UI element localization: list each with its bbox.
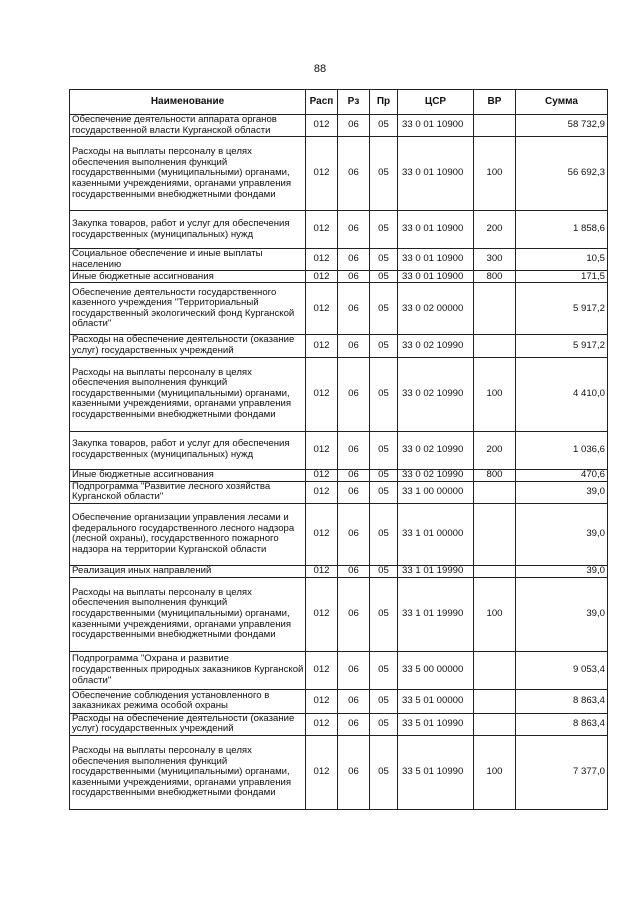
row-rasp-cell: 012 [306, 565, 338, 577]
row-pr-cell: 05 [370, 137, 398, 211]
row-pr-cell: 05 [370, 249, 398, 271]
row-csr-cell: 33 0 01 10900 [398, 211, 474, 249]
col-header-sum: Сумма [516, 90, 608, 115]
row-name-cell: Расходы на обеспечение деятельности (оказание услуг) государственных учреждений [70, 335, 306, 357]
row-rasp-cell: 012 [306, 481, 338, 503]
row-sum-cell: 58 732,9 [516, 115, 608, 137]
row-csr-cell: 33 0 02 10990 [398, 431, 474, 469]
row-pr-cell: 05 [370, 735, 398, 809]
row-rz-cell: 06 [338, 137, 370, 211]
table-row [70, 503, 608, 565]
row-csr-cell: 33 0 02 10990 [398, 357, 474, 431]
row-csr-cell: 33 0 02 00000 [398, 283, 474, 335]
row-pr-cell: 05 [370, 651, 398, 689]
row-rasp-cell: 012 [306, 211, 338, 249]
row-sum-cell: 8 863,4 [516, 713, 608, 735]
row-pr-cell: 05 [370, 431, 398, 469]
row-vr-cell [474, 283, 516, 335]
row-csr-cell: 33 5 01 00000 [398, 689, 474, 713]
row-name-cell: Расходы на выплаты персоналу в целях обеспечения выполнения функций государственными (муниципальными) органами, казенными учреждениями, органами управления государственными внебюджетными фондами [70, 577, 306, 651]
row-rz-cell: 06 [338, 283, 370, 335]
row-sum-cell: 5 917,2 [516, 283, 608, 335]
row-sum-cell: 39,0 [516, 565, 608, 577]
row-sum-cell: 171,5 [516, 271, 608, 283]
row-name-cell: Закупка товаров, работ и услуг для обеспечения государственных (муниципальных) нужд [70, 211, 306, 249]
row-vr-cell [474, 481, 516, 503]
row-csr-cell: 33 5 00 00000 [398, 651, 474, 689]
col-header-pr: Пр [370, 90, 398, 115]
row-vr-cell: 300 [474, 249, 516, 271]
row-csr-cell: 33 0 01 10900 [398, 137, 474, 211]
page-number: 88 [313, 63, 327, 75]
table-row [70, 249, 608, 271]
row-name-cell: Расходы на выплаты персоналу в целях обеспечения выполнения функций государственными (муниципальными) органами, казенными учреждениями, органами управления государственными внебюджетными фондами [70, 735, 306, 809]
row-vr-cell [474, 503, 516, 565]
row-csr-cell: 33 5 01 10990 [398, 735, 474, 809]
row-csr-cell: 33 1 01 19990 [398, 565, 474, 577]
row-csr-cell: 33 1 01 19990 [398, 577, 474, 651]
col-header-rz: Рз [338, 90, 370, 115]
row-vr-cell [474, 651, 516, 689]
row-rz-cell: 06 [338, 211, 370, 249]
row-name-cell: Обеспечение соблюдения установленного в заказниках режима особой охраны [70, 689, 306, 713]
row-sum-cell: 4 410,0 [516, 357, 608, 431]
row-vr-cell: 100 [474, 137, 516, 211]
row-sum-cell: 39,0 [516, 577, 608, 651]
table-row [70, 211, 608, 249]
row-rz-cell: 06 [338, 713, 370, 735]
row-vr-cell: 800 [474, 271, 516, 283]
row-sum-cell: 56 692,3 [516, 137, 608, 211]
table-row [70, 431, 608, 469]
row-rz-cell: 06 [338, 115, 370, 137]
row-sum-cell: 7 377,0 [516, 735, 608, 809]
row-name-cell: Закупка товаров, работ и услуг для обеспечения государственных (муниципальных) нужд [70, 431, 306, 469]
row-vr-cell [474, 335, 516, 357]
row-name-cell: Социальное обеспечение и иные выплаты населению [70, 249, 306, 271]
row-sum-cell: 39,0 [516, 503, 608, 565]
row-pr-cell: 05 [370, 115, 398, 137]
row-csr-cell: 33 0 01 10900 [398, 249, 474, 271]
row-name-cell: Расходы на обеспечение деятельности (оказание услуг) государственных учреждений [70, 713, 306, 735]
row-name-cell: Обеспечение организации управления лесами и федерального государственного лесного надзора (лесной охраны), государственного пожарного надзора на территории Курганской области [70, 503, 306, 565]
row-csr-cell: 33 1 00 00000 [398, 481, 474, 503]
budget-table [69, 89, 608, 810]
row-rasp-cell: 012 [306, 271, 338, 283]
row-pr-cell: 05 [370, 469, 398, 481]
row-pr-cell: 05 [370, 503, 398, 565]
row-sum-cell: 1 858,6 [516, 211, 608, 249]
row-vr-cell: 100 [474, 357, 516, 431]
row-rasp-cell: 012 [306, 335, 338, 357]
row-pr-cell: 05 [370, 565, 398, 577]
row-name-cell: Иные бюджетные ассигнования [70, 271, 306, 283]
row-sum-cell: 39,0 [516, 481, 608, 503]
row-pr-cell: 05 [370, 283, 398, 335]
table-row [70, 283, 608, 335]
table-row [70, 469, 608, 481]
row-name-cell: Обеспечение деятельности государственного казенного учреждения "Территориальный государственный экологический фонд Курганской области" [70, 283, 306, 335]
row-csr-cell: 33 5 01 10990 [398, 713, 474, 735]
row-pr-cell: 05 [370, 335, 398, 357]
row-rasp-cell: 012 [306, 651, 338, 689]
row-rz-cell: 06 [338, 249, 370, 271]
row-sum-cell: 8 863,4 [516, 689, 608, 713]
row-rasp-cell: 012 [306, 115, 338, 137]
row-pr-cell: 05 [370, 357, 398, 431]
row-sum-cell: 5 917,2 [516, 335, 608, 357]
row-name-cell: Реализация иных направлений [70, 565, 306, 577]
table-row [70, 651, 608, 689]
table-row [70, 271, 608, 283]
table-row [70, 713, 608, 735]
row-rasp-cell: 012 [306, 283, 338, 335]
row-rasp-cell: 012 [306, 503, 338, 565]
row-vr-cell: 100 [474, 735, 516, 809]
row-csr-cell: 33 0 02 10990 [398, 335, 474, 357]
row-rz-cell: 06 [338, 503, 370, 565]
table-row [70, 335, 608, 357]
table-row [70, 735, 608, 809]
row-name-cell: Расходы на выплаты персоналу в целях обеспечения выполнения функций государственными (муниципальными) органами, казенными учреждениями, органами управления государственными внебюджетными фондами [70, 137, 306, 211]
row-rasp-cell: 012 [306, 735, 338, 809]
row-rz-cell: 06 [338, 689, 370, 713]
row-vr-cell: 200 [474, 431, 516, 469]
row-name-cell: Подпрограмма "Охрана и развитие государственных природных заказников Курганской области" [70, 651, 306, 689]
row-rasp-cell: 012 [306, 249, 338, 271]
row-rz-cell: 06 [338, 271, 370, 283]
row-rasp-cell: 012 [306, 431, 338, 469]
row-sum-cell: 10,5 [516, 249, 608, 271]
row-sum-cell: 9 053,4 [516, 651, 608, 689]
row-csr-cell: 33 0 01 10900 [398, 115, 474, 137]
row-pr-cell: 05 [370, 689, 398, 713]
table-row [70, 137, 608, 211]
row-rasp-cell: 012 [306, 689, 338, 713]
row-rz-cell: 06 [338, 481, 370, 503]
table-row [70, 115, 608, 137]
row-name-cell: Обеспечение деятельности аппарата органов государственной власти Курганской области [70, 115, 306, 137]
table-row [70, 689, 608, 713]
row-vr-cell [474, 115, 516, 137]
row-sum-cell: 470,6 [516, 469, 608, 481]
row-pr-cell: 05 [370, 713, 398, 735]
col-header-vr: ВР [474, 90, 516, 115]
table-row [70, 481, 608, 503]
row-rasp-cell: 012 [306, 577, 338, 651]
row-vr-cell [474, 689, 516, 713]
row-vr-cell [474, 565, 516, 577]
row-rasp-cell: 012 [306, 469, 338, 481]
row-rasp-cell: 012 [306, 137, 338, 211]
row-rz-cell: 06 [338, 651, 370, 689]
row-rz-cell: 06 [338, 431, 370, 469]
row-rz-cell: 06 [338, 469, 370, 481]
table-row [70, 357, 608, 431]
row-csr-cell: 33 0 01 10900 [398, 271, 474, 283]
row-rz-cell: 06 [338, 565, 370, 577]
col-header-csr: ЦСР [398, 90, 474, 115]
row-pr-cell: 05 [370, 577, 398, 651]
header-row [70, 90, 608, 115]
row-rz-cell: 06 [338, 735, 370, 809]
row-sum-cell: 1 036,6 [516, 431, 608, 469]
row-name-cell: Подпрограмма "Развитие лесного хозяйства Курганской области" [70, 481, 306, 503]
row-rasp-cell: 012 [306, 357, 338, 431]
table-row [70, 565, 608, 577]
row-name-cell: Расходы на выплаты персоналу в целях обеспечения выполнения функций государственными (муниципальными) органами, казенными учреждениями, органами управления государственными внебюджетными фондами [70, 357, 306, 431]
row-pr-cell: 05 [370, 211, 398, 249]
row-pr-cell: 05 [370, 271, 398, 283]
row-vr-cell: 100 [474, 577, 516, 651]
row-csr-cell: 33 1 01 00000 [398, 503, 474, 565]
row-vr-cell: 800 [474, 469, 516, 481]
row-pr-cell: 05 [370, 481, 398, 503]
table-row [70, 577, 608, 651]
row-rz-cell: 06 [338, 577, 370, 651]
row-rz-cell: 06 [338, 357, 370, 431]
row-vr-cell: 200 [474, 211, 516, 249]
row-name-cell: Иные бюджетные ассигнования [70, 469, 306, 481]
row-csr-cell: 33 0 02 10990 [398, 469, 474, 481]
col-header-name: Наименование [70, 90, 306, 115]
row-rasp-cell: 012 [306, 713, 338, 735]
col-header-rasp: Расп [306, 90, 338, 115]
row-rz-cell: 06 [338, 335, 370, 357]
row-vr-cell [474, 713, 516, 735]
